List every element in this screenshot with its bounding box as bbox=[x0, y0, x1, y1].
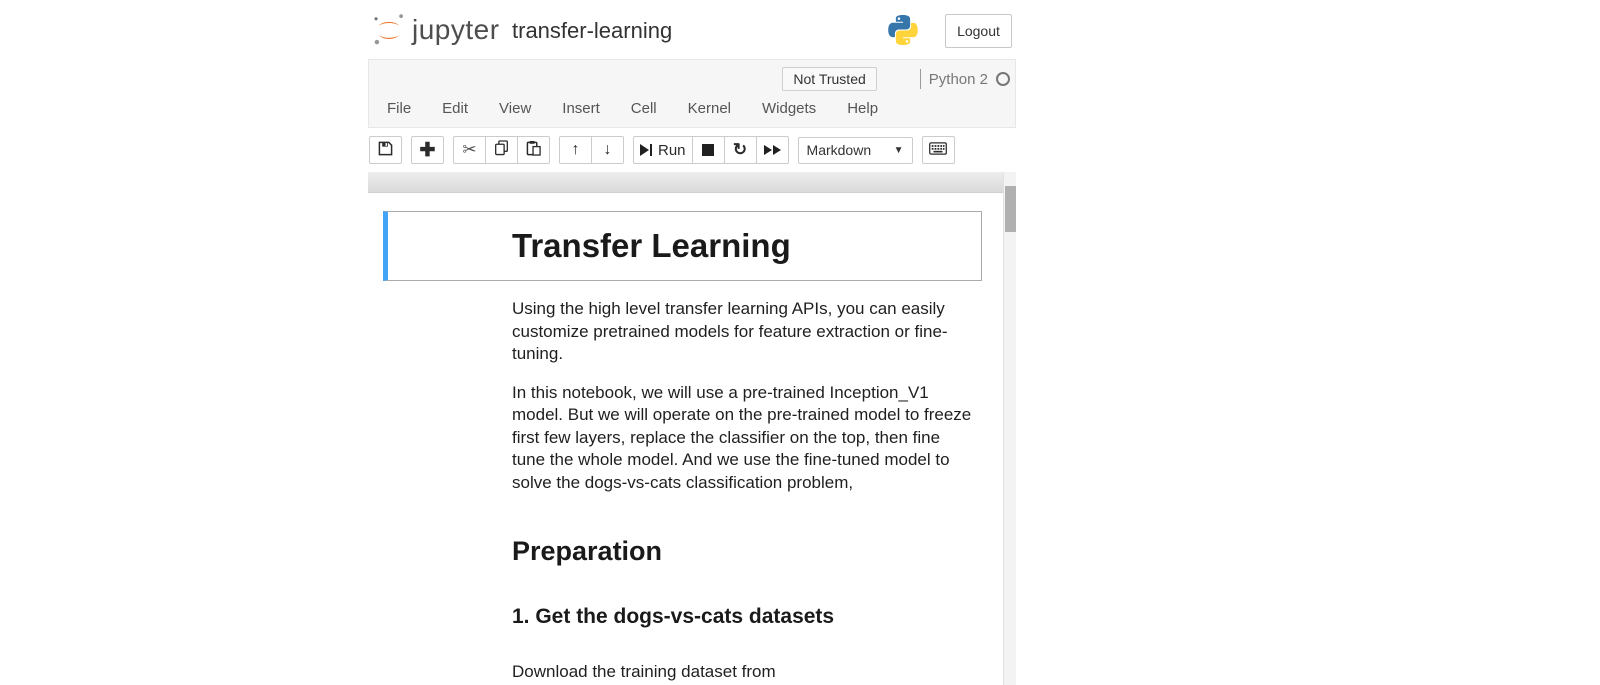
cell-paragraph: Download the training dataset from bbox=[512, 662, 776, 681]
move-cell-up-button[interactable] bbox=[559, 136, 592, 164]
menu-edit[interactable]: Edit bbox=[442, 100, 469, 117]
cell-paragraph: In this notebook, we will use a pre-trained Inception_V1 model. But we will operate on the pre-trained model to freeze first few layers, replace the classifier on the top, then fine tune the whole model. And we use the fine-tuned model to solve the dogs-vs-cats classification problem, bbox=[512, 382, 972, 492]
kernel-idle-icon bbox=[996, 72, 1010, 86]
scissors-icon: ✂ bbox=[462, 140, 477, 159]
cell-heading1: Transfer Learning bbox=[512, 226, 791, 264]
run-icon-bar bbox=[650, 144, 652, 156]
plus-icon: ✚ bbox=[419, 139, 436, 161]
status-row bbox=[782, 66, 1010, 92]
copy-icon bbox=[494, 140, 509, 160]
trust-badge[interactable]: Not Trusted bbox=[782, 67, 876, 91]
jupyter-wordmark: jupyter bbox=[412, 14, 500, 45]
scrollbar-thumb[interactable] bbox=[1005, 186, 1016, 232]
cell-heading3: 1. Get the dogs-vs-cats datasets bbox=[512, 605, 835, 628]
menu-help[interactable]: Help bbox=[847, 100, 879, 117]
app-header bbox=[368, 0, 1016, 59]
cut-cell-button[interactable] bbox=[453, 136, 486, 164]
arrow-up-icon: ↑ bbox=[571, 141, 580, 158]
menu-widgets[interactable]: Widgets bbox=[762, 100, 817, 117]
refresh-icon: ↻ bbox=[732, 140, 748, 159]
jupyter-logo[interactable] bbox=[370, 11, 500, 49]
run-icon bbox=[640, 144, 649, 156]
cell-paragraph: Using the high level transfer learning APIs, you can easily customize pretrained models for feature extraction or fine-tuning. bbox=[512, 299, 948, 363]
toolbar bbox=[368, 128, 1016, 172]
header-shadow-band bbox=[368, 172, 1003, 193]
move-cell-down-button[interactable] bbox=[591, 136, 624, 164]
restart-kernel-button[interactable] bbox=[724, 136, 757, 164]
paste-icon bbox=[526, 140, 541, 160]
fast-forward-icon bbox=[764, 145, 781, 155]
cell-type-value: Markdown bbox=[806, 142, 872, 158]
add-cell-button[interactable] bbox=[411, 136, 444, 164]
arrow-down-icon: ↓ bbox=[603, 141, 612, 158]
markdown-cell-title[interactable] bbox=[383, 211, 982, 281]
chevron-down-icon: ▼ bbox=[893, 144, 904, 156]
menu-insert[interactable]: Insert bbox=[562, 100, 600, 117]
keyboard-icon bbox=[929, 142, 947, 159]
menu-kernel[interactable]: Kernel bbox=[687, 100, 731, 117]
cell-type-dropdown[interactable] bbox=[798, 137, 913, 164]
save-button[interactable] bbox=[369, 136, 402, 164]
menu-view[interactable]: View bbox=[499, 100, 532, 117]
menubar-zone bbox=[368, 59, 1016, 128]
markdown-cell-description[interactable] bbox=[383, 382, 982, 495]
menu-bar bbox=[387, 100, 909, 117]
stop-icon bbox=[702, 144, 714, 156]
copy-cell-button[interactable] bbox=[485, 136, 518, 164]
interrupt-kernel-button[interactable] bbox=[692, 136, 725, 164]
markdown-cell-intro[interactable] bbox=[383, 298, 982, 366]
markdown-cell-preparation[interactable] bbox=[383, 534, 982, 568]
vertical-scrollbar[interactable] bbox=[1003, 172, 1016, 685]
restart-run-all-button[interactable] bbox=[756, 136, 789, 164]
python-logo-icon bbox=[886, 12, 920, 53]
notebook-title[interactable]: transfer-learning bbox=[512, 18, 673, 43]
run-label: Run bbox=[658, 141, 686, 159]
cell-heading2: Preparation bbox=[512, 536, 663, 566]
menu-file[interactable]: File bbox=[387, 100, 412, 117]
menu-cell[interactable]: Cell bbox=[630, 100, 657, 117]
command-palette-button[interactable] bbox=[922, 136, 955, 164]
jupyter-app bbox=[368, 0, 1016, 685]
save-icon bbox=[378, 141, 393, 160]
logout-button[interactable]: Logout bbox=[945, 14, 1012, 48]
markdown-cell-download[interactable] bbox=[383, 661, 982, 684]
notebook-area bbox=[368, 193, 1003, 685]
markdown-cell-datasets-heading[interactable] bbox=[383, 604, 982, 630]
kernel-separator bbox=[920, 69, 921, 89]
jupyter-logo-icon bbox=[370, 11, 408, 49]
paste-cell-button[interactable] bbox=[517, 136, 550, 164]
run-button[interactable] bbox=[633, 136, 693, 164]
kernel-name: Python 2 bbox=[928, 70, 988, 88]
